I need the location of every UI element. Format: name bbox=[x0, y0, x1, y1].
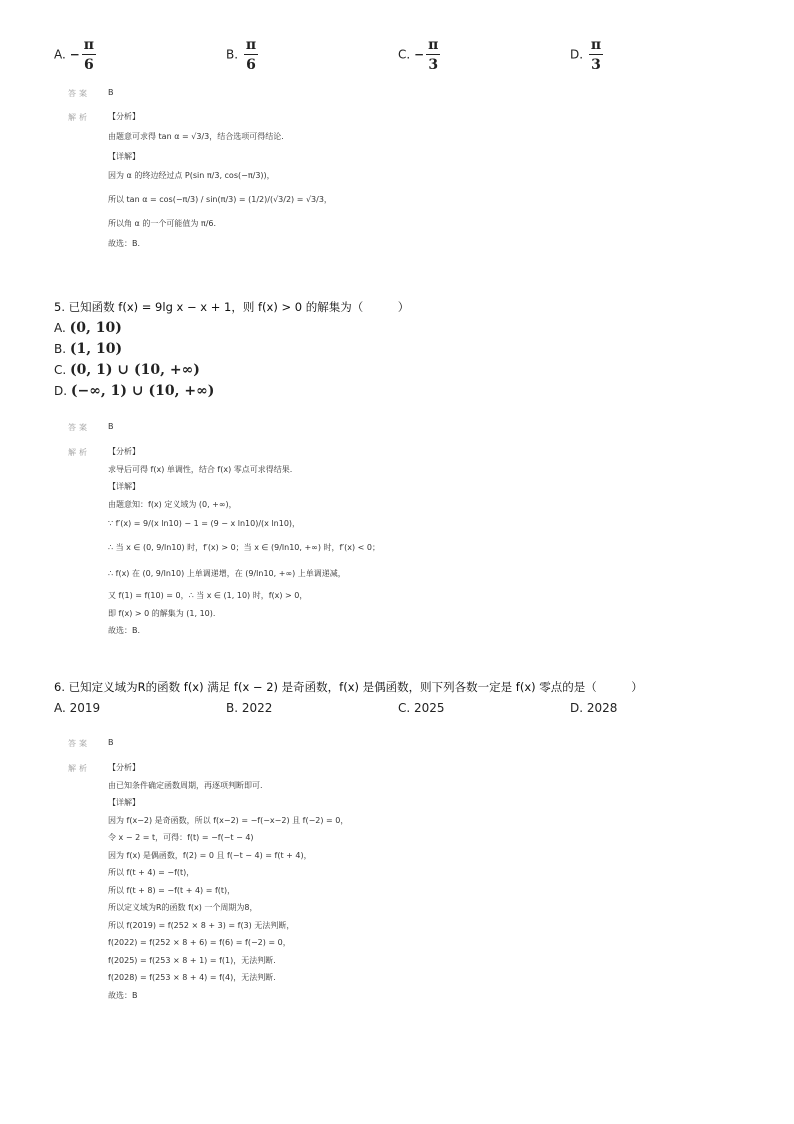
option-letter: B. bbox=[226, 47, 239, 62]
fraction-denominator: 6 bbox=[246, 57, 256, 73]
answer-value: B bbox=[108, 422, 114, 431]
option-text: (1, 10) bbox=[69, 341, 123, 357]
solution-line: 所以 f(t + 4) = −f(t)， bbox=[108, 868, 195, 877]
option-letter: D. bbox=[570, 47, 584, 62]
solution-line: 【详解】 bbox=[108, 482, 140, 491]
analysis-label: 解析 bbox=[68, 764, 90, 773]
option-text: (0, 1) ∪ (10, +∞) bbox=[70, 362, 200, 378]
answer-label: 答案 bbox=[68, 423, 90, 432]
fraction-numerator: π bbox=[428, 37, 439, 53]
option-letter: A. bbox=[54, 701, 66, 715]
option-letter: D. bbox=[54, 384, 68, 398]
answer-label: 答案 bbox=[68, 89, 90, 98]
solution-line: 【详解】 bbox=[108, 798, 140, 807]
option-letter: B. bbox=[226, 701, 239, 715]
fraction-numerator: π bbox=[245, 37, 257, 53]
solution-line: 令 x − 2 = t，可得：f(t) = −f(−t − 4) bbox=[108, 833, 254, 842]
option-text: (0, 10) bbox=[69, 320, 122, 336]
solution-line: 故选：B. bbox=[108, 239, 141, 248]
q4-option-a[interactable] bbox=[54, 38, 98, 72]
solution-line: 所以角 α 的一个可能值为 π/6. bbox=[108, 219, 217, 228]
fraction-denominator: 6 bbox=[83, 57, 94, 73]
q4-option-b[interactable] bbox=[226, 38, 260, 72]
solution-line: ∴ f(x) 在 (0, 9/ln10) 上单调递增，在 (9/ln10, +∞) 上单调递减， bbox=[108, 569, 346, 578]
option-letter: B. bbox=[54, 342, 67, 356]
solution-line: 故选：B. bbox=[108, 626, 141, 635]
solution-line: 求导后可得 f(x) 单调性，结合 f(x) 零点可求得结果. bbox=[108, 464, 293, 474]
option-fraction bbox=[426, 38, 440, 72]
solution-line: 故选：B bbox=[108, 990, 138, 1000]
option-letter: C. bbox=[398, 701, 411, 715]
solution-line: 所以 f(2019) = f(252 × 8 + 3) = f(3) 无法判断， bbox=[108, 920, 295, 930]
option-sign: − bbox=[414, 47, 425, 62]
q6-option-b[interactable] bbox=[226, 701, 272, 715]
solution-line: 【详解】 bbox=[108, 151, 140, 161]
q5-option-d[interactable] bbox=[54, 383, 214, 399]
q6-solution bbox=[108, 759, 348, 1004]
answer-label: 答案 bbox=[68, 739, 90, 748]
option-text: 2019 bbox=[69, 701, 101, 715]
option-text: (−∞, 1) ∪ (10, +∞) bbox=[70, 383, 215, 399]
solution-line: ∵ f′(x) = 9/(x ln10) − 1 = (9 − x ln10)/(x ln10)， bbox=[108, 519, 301, 528]
q6-option-d[interactable] bbox=[570, 701, 617, 715]
fraction-denominator: 3 bbox=[428, 57, 439, 73]
answer-value: B bbox=[108, 88, 114, 97]
solution-line: 所以定义域为R的函数 f(x) 一个周期为8， bbox=[108, 903, 258, 912]
analysis-label: 解析 bbox=[68, 448, 90, 457]
q5-option-c[interactable] bbox=[54, 362, 200, 378]
fraction-numerator: π bbox=[83, 37, 94, 53]
option-sign: − bbox=[69, 47, 80, 62]
option-letter: C. bbox=[398, 47, 411, 62]
option-text: 2025 bbox=[414, 701, 445, 715]
option-letter: A. bbox=[54, 321, 66, 335]
fraction-numerator: π bbox=[590, 37, 602, 53]
solution-line: 由题意知：f(x) 定义域为 (0, +∞)， bbox=[108, 499, 237, 509]
q6-option-a[interactable] bbox=[54, 701, 100, 715]
q5-solution bbox=[108, 443, 380, 640]
option-letter: D. bbox=[570, 701, 584, 715]
solution-line: f(2025) = f(253 × 8 + 1) = f(1)，无法判断. bbox=[108, 955, 276, 965]
option-text: 2028 bbox=[586, 701, 618, 715]
solution-line: 由题意可求得 tan α = √3/3，结合选项可得结论. bbox=[108, 131, 284, 141]
q4-option-d[interactable] bbox=[570, 38, 605, 72]
answer-value: B bbox=[108, 738, 114, 747]
solution-line: f(2022) = f(252 × 8 + 6) = f(6) = f(−2) = 0， bbox=[108, 938, 291, 947]
solution-line: 即 f(x) > 0 的解集为 (1, 10). bbox=[108, 608, 216, 618]
option-fraction bbox=[244, 38, 258, 72]
solution-line: 因为 f(x−2) 是奇函数，所以 f(x−2) = −f(−x−2) 且 f(−2) = 0， bbox=[108, 815, 349, 825]
q6-stem: 6. 已知定义域为R的函数 f(x) 满足 f(x − 2) 是奇函数，f(x) 是偶函数，则下列各数一定是 f(x) 零点的是（ ） bbox=[54, 680, 643, 694]
option-letter: A. bbox=[54, 47, 66, 62]
fraction-denominator: 3 bbox=[591, 57, 601, 73]
q5-stem: 5. 已知函数 f(x) = 9lg x − x + 1，则 f(x) > 0 的解集为（ ） bbox=[54, 300, 410, 314]
option-text: 2022 bbox=[241, 701, 273, 715]
solution-line: f(2028) = f(253 × 8 + 4) = f(4)，无法判断. bbox=[108, 973, 276, 982]
solution-line: 所以 f(t + 8) = −f(t + 4) = f(t)， bbox=[108, 885, 236, 895]
solution-line: 因为 α 的终边经过点 P(sin π/3, cos(−π/3))， bbox=[108, 171, 275, 180]
solution-line: 由已知条件确定函数周期，再逐项判断即可. bbox=[108, 780, 263, 790]
solution-line: ∴ 当 x ∈ (0, 9/ln10) 时，f′(x) > 0；当 x ∈ (9/ln10, +∞) 时，f′(x) < 0； bbox=[108, 543, 380, 552]
option-fraction bbox=[82, 38, 96, 72]
solution-line: 【分析】 bbox=[108, 112, 140, 121]
solution-line: 所以 tan α = cos(−π/3) / sin(π/3) = (1/2)/(√3/2) = √3/3， bbox=[108, 195, 332, 204]
q4-solution bbox=[108, 108, 332, 253]
solution-line: 【分析】 bbox=[108, 447, 140, 456]
q6-option-c[interactable] bbox=[398, 701, 445, 715]
solution-line: 因为 f(x) 是偶函数，f(2) = 0 且 f(−t − 4) = f(t + 4)， bbox=[108, 850, 312, 860]
solution-line: 又 f(1) = f(10) = 0，∴ 当 x ∈ (1, 10) 时，f(x) > 0， bbox=[108, 591, 308, 600]
analysis-label: 解析 bbox=[68, 113, 90, 122]
q5-option-a[interactable] bbox=[54, 320, 122, 336]
option-letter: C. bbox=[54, 363, 67, 377]
option-fraction bbox=[589, 38, 603, 72]
q4-option-c[interactable] bbox=[398, 38, 442, 72]
solution-line: 【分析】 bbox=[108, 763, 140, 772]
q5-option-b[interactable] bbox=[54, 341, 122, 357]
